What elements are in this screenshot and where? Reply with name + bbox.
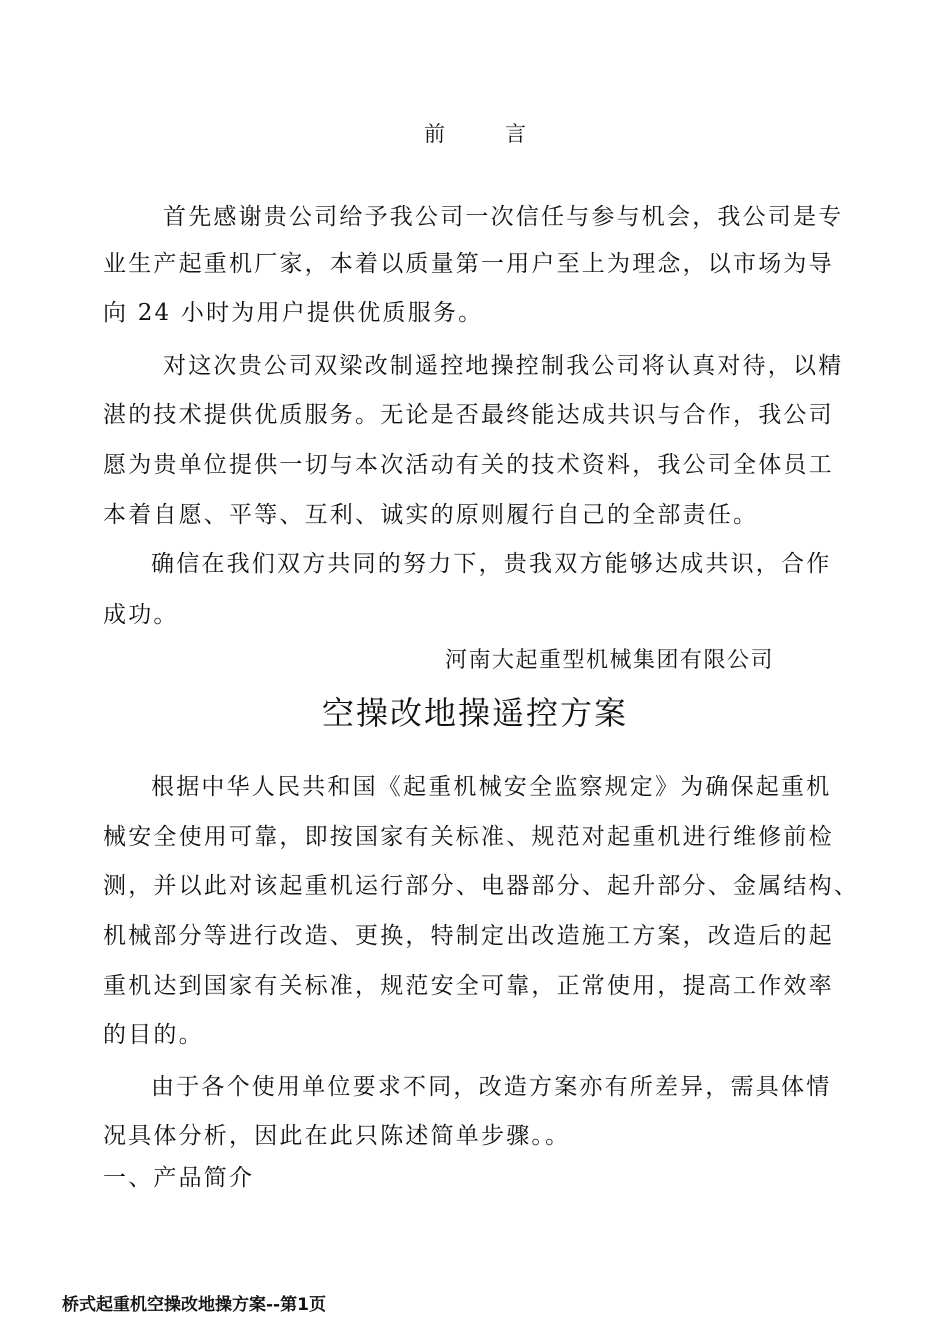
plan-line: 械安全使用可靠，即按国家有关标准、规范对起重机进行维修前检 [103,824,834,850]
preface-line: 首先感谢贵公司给予我公司一次信任与参与机会，我公司是专 [163,204,844,230]
preface-line: 确信在我们双方共同的努力下，贵我双方能够达成共识，合作 [151,551,832,577]
plan-line: 由于各个使用单位要求不同，改造方案亦有所差异，需具体情 [151,1074,832,1100]
plan-line: 根据中华人民共和国《起重机械安全监察规定》为确保起重机 [151,774,832,800]
preface-line: 愿为贵单位提供一切与本次活动有关的技术资料，我公司全体员工 [103,452,834,478]
plan-line: 测，并以此对该起重机运行部分、电器部分、起升部分、金属结构、 [103,873,859,899]
plan-title: 空操改地操遥控方案 [321,694,628,732]
plan-line: 重机达到国家有关标准，规范安全可靠，正常使用，提高工作效率 [103,973,834,999]
preface-title: 前言 [424,122,586,146]
plan-line: 的目的。 [103,1022,204,1048]
company-signature: 河南大起重型机械集团有限公司 [445,648,775,673]
page-footer: 桥式起重机空操改地操方案--第1页 [62,1295,326,1315]
plan-line: 况具体分析，因此在此只陈述简单步骤。。 [103,1123,571,1149]
preface-line: 湛的技术提供优质服务。无论是否最终能达成共识与合作，我公司 [103,402,834,428]
preface-line: 成功。 [103,602,179,628]
preface-line: 本着自愿、平等、互利、诚实的原则履行自己的全部责任。 [103,502,759,528]
preface-line: 业生产起重机厂家，本着以质量第一用户至上为理念，以市场为导 [103,251,834,277]
preface-line: 对这次贵公司双梁改制遥控地操控制我公司将认真对待，以精 [163,353,844,379]
preface-line: 向 24 小时为用户提供优质服务。 [103,300,484,326]
plan-line: 机械部分等进行改造、更换，特制定出改造施工方案，改造后的起 [103,923,834,949]
section-heading: 一、产品简介 [103,1165,255,1191]
